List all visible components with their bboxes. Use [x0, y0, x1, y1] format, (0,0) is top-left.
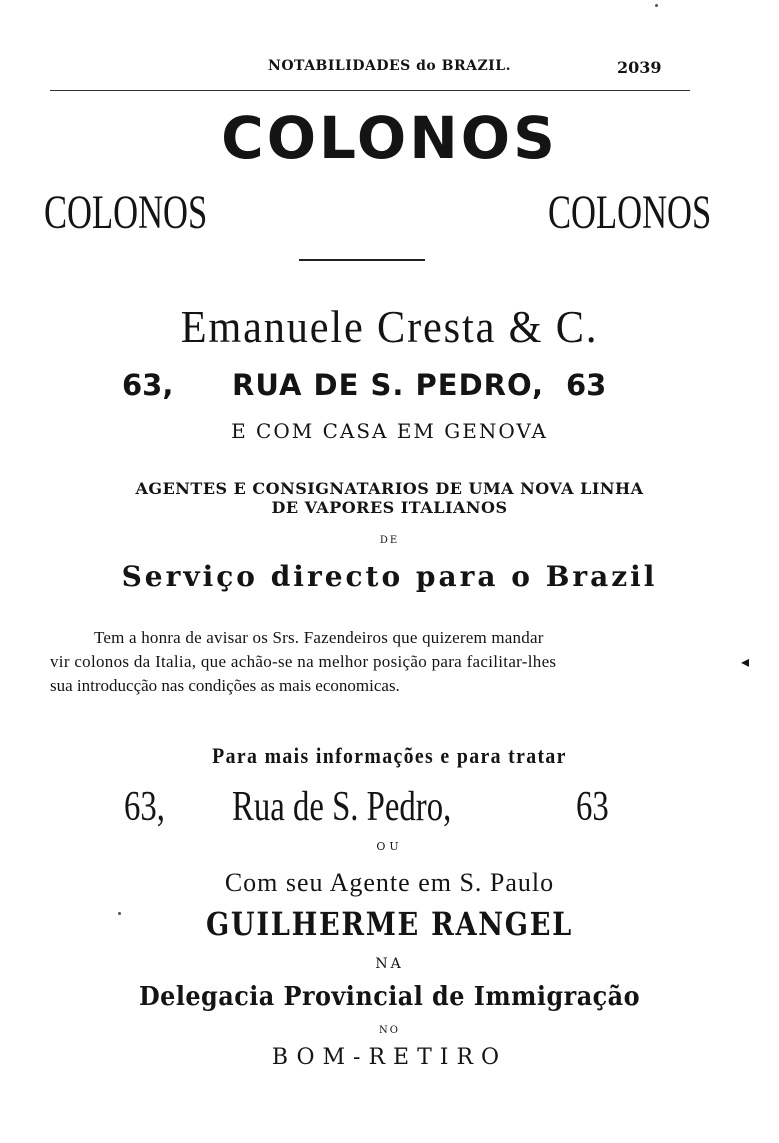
- paragraph-line-3: sua introducção nas condições as mais economicas.: [50, 676, 400, 695]
- de-label: DE: [379, 535, 400, 546]
- paragraph-line-1: Tem a honra de avisar os Srs. Fazendeiros que quizerem mandar: [94, 628, 544, 647]
- side-heading-left: COLONOS: [44, 186, 208, 239]
- divider: [299, 259, 425, 261]
- na-label: NA: [375, 956, 404, 972]
- paragraph-line-2: vir colonos da Italia, que achão-se na melhor posição para facilitar-lhes: [50, 652, 557, 671]
- agents-line-2: DE VAPORES ITALIANOS: [271, 498, 508, 517]
- info-line: Para mais informações e para tratar: [212, 743, 567, 768]
- speck: [118, 912, 121, 915]
- delegacia-line: Delegacia Provincial de Immigração: [138, 982, 641, 1012]
- address-number-left: 63,: [122, 368, 174, 402]
- genova-line: E COM CASA EM GENOVA: [231, 419, 548, 443]
- header-rule: [50, 90, 690, 91]
- address-street: RUA DE S. PEDRO,: [232, 368, 545, 402]
- address2-number-left: 63,: [124, 784, 165, 830]
- announcement-paragraph: [50, 626, 690, 698]
- service-heading: Serviço directo para o Brazil: [121, 560, 658, 593]
- margin-mark-icon: ◂: [741, 652, 750, 671]
- address2-street: Rua de S. Pedro,: [232, 784, 452, 830]
- speck: [655, 4, 658, 7]
- address-number-right: 63: [566, 368, 607, 402]
- bom-retiro: BOM-RETIRO: [271, 1045, 508, 1070]
- side-heading-right: COLONOS: [548, 186, 712, 239]
- page-number: 2039: [617, 58, 662, 77]
- firm-name: Emanuele Cresta & C.: [180, 301, 599, 352]
- running-header: NOTABILIDADES do BRAZIL.: [268, 58, 511, 74]
- agent-name: GUILHERME RANGEL: [205, 905, 573, 943]
- headline: COLONOS: [221, 104, 558, 172]
- agent-line: Com seu Agente em S. Paulo: [224, 868, 555, 897]
- no-label: NO: [379, 1025, 400, 1036]
- address2-number-right: 63: [576, 784, 609, 830]
- ou-label: OU: [376, 840, 403, 853]
- agents-line-1: AGENTES E CONSIGNATARIOS DE UMA NOVA LINHA: [135, 479, 644, 498]
